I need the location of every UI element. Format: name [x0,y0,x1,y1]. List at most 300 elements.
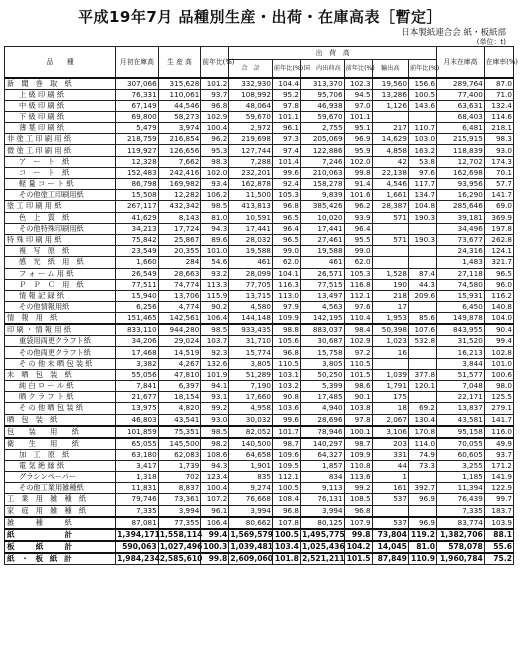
table-cell: 218,759 [116,134,159,145]
table-cell: 41,629 [116,212,159,223]
table-cell: 13,837 [437,403,485,414]
row-label: 非 塗 工 印 刷 用 紙 [5,134,116,145]
table-cell: 93.1 [201,392,229,403]
table-cell: 1,857 [300,460,344,471]
table-cell: 95.9 [344,145,372,156]
table-cell: 18,154 [158,392,201,403]
table-cell: 116.8 [344,279,372,290]
table-cell: 110,061 [158,89,201,100]
table-cell: 142,195 [300,313,344,325]
header-shipments: 出 荷 高 [229,47,437,60]
table-row [5,505,514,517]
table-cell: 34,206 [116,336,159,347]
table-cell: 50,250 [300,369,344,380]
table-cell: 70.1 [484,167,513,178]
table-row [5,529,514,541]
table-cell: 110.7 [408,123,436,134]
table-cell [408,257,436,268]
table-row [5,201,514,212]
table-cell: 90.1 [344,392,372,403]
table-cell: 64,658 [229,449,273,460]
header-export-yoy: 前年比(%) [408,60,436,78]
table-cell: 98.6 [344,381,372,392]
table-cell: 96.5 [484,268,513,279]
table-cell: 97.6 [344,302,372,313]
table-cell: 77,705 [229,279,273,290]
table-cell: 103.9 [484,517,513,529]
table-cell: 156.6 [408,78,436,90]
table-cell: 9,274 [229,483,273,494]
header-domestic: 国 内出荷高 [300,60,344,78]
table-cell: 39,181 [437,212,485,223]
table-cell: 31,520 [437,336,485,347]
table-cell: 332,930 [229,78,273,90]
table-cell: 98.5 [201,201,229,212]
table-cell: 7,335 [116,505,159,517]
table-cell: 96.8 [344,505,372,517]
table-cell [372,246,408,257]
table-row [5,246,514,257]
table-cell: 85.6 [408,313,436,325]
table-cell: 17,660 [229,392,273,403]
table-row [5,302,514,313]
table-cell: 105.3 [272,190,300,201]
table-cell: 77,511 [116,279,159,290]
table-cell: 73.3 [408,460,436,471]
table-cell: 76,131 [300,494,344,505]
table-cell: 51,289 [229,369,273,380]
table-cell: 18 [372,403,408,414]
table-cell: 141.7 [484,414,513,426]
table-cell: 46,938 [300,100,344,111]
table-cell: 267,117 [116,201,159,212]
table-cell [408,111,436,122]
table-cell: 174.3 [484,156,513,167]
table-cell: 10,591 [229,212,273,223]
table-cell [408,302,436,313]
table-cell: 76,331 [116,89,159,100]
table-cell: 48,064 [229,100,273,111]
table-cell: 15,940 [116,290,159,301]
table-cell: 99.8 [201,553,229,565]
table-cell: 26,549 [116,268,159,279]
table-cell: 3,382 [116,358,159,369]
table-row [5,392,514,403]
table-cell: 104.1 [272,268,300,279]
header-total-yoy: 前年比(%) [272,60,300,78]
table-cell: 102.0 [344,156,372,167]
table-cell: 96.8 [201,100,229,111]
table-cell: 3,844 [437,358,485,369]
table-cell: 80,662 [229,517,273,529]
table-cell: 590,063 [116,541,159,553]
table-cell: 100.5 [272,529,300,541]
table-cell: 4,820 [158,403,201,414]
table-cell: 91.4 [344,179,372,190]
table-cell: 73,677 [437,234,485,245]
table-cell: 19,588 [229,246,273,257]
table-cell: 93.9 [344,212,372,223]
table-cell: 96.8 [272,201,300,212]
table-cell: 13,497 [300,290,344,301]
table-cell: 103.7 [201,336,229,347]
table-cell: 109.6 [272,449,300,460]
table-cell: 106.2 [201,190,229,201]
table-cell: 34,496 [437,223,485,234]
table-cell: 100.4 [201,483,229,494]
table-cell: 98.7 [344,438,372,450]
table-cell: 232,201 [229,167,273,178]
table-cell: 77,515 [300,279,344,290]
table-cell: 9,113 [300,483,344,494]
row-label: その他特殊印刷用紙 [5,223,116,234]
table-row [5,290,514,301]
table-cell: 28,387 [372,201,408,212]
table-cell: 116.0 [484,426,513,438]
table-cell: 103.1 [272,369,300,380]
table-row [5,223,514,234]
table-cell: 102.9 [201,111,229,122]
table-cell: 532.8 [408,336,436,347]
table-row [5,234,514,245]
table-row [5,89,514,100]
table-cell: 3,974 [158,123,201,134]
table-cell: 83,774 [437,517,485,529]
table-cell: 87.0 [484,78,513,90]
table-cell: 571 [372,212,408,223]
table-cell: 96.9 [408,517,436,529]
table-cell: 140.8 [484,302,513,313]
table-cell: 19,588 [300,246,344,257]
table-row [5,279,514,290]
table-cell: 68,403 [437,111,485,122]
table-row [5,517,514,529]
row-label: 微 塗 工 印 刷 用 紙 [5,145,116,156]
table-cell: 69.0 [484,201,513,212]
table-cell: 97.8 [344,414,372,426]
table-cell: 76,439 [437,494,485,505]
table-cell: 96.2 [201,134,229,145]
table-row [5,167,514,178]
table-cell: 149,878 [437,313,485,325]
table-cell: 78,946 [300,426,344,438]
table-cell: 1,023 [372,336,408,347]
table-cell: 101.7 [272,426,300,438]
table-cell: 104.4 [272,78,300,90]
table-cell: 1,039,481 [230,541,274,551]
table-row [5,403,514,414]
table-cell: 80,125 [300,517,344,529]
table-cell: 175 [372,392,408,403]
table-cell: 3,994 [300,505,344,517]
table-cell: 134.7 [408,190,436,201]
row-label: グラシンペーパー [5,471,116,482]
table-cell: 29,024 [158,336,201,347]
table-cell: 12,702 [437,156,485,167]
table-cell [372,111,408,122]
table-cell: 113.0 [272,290,300,301]
table-cell: 1,791 [372,381,408,392]
table-cell: 73,361 [158,494,201,505]
table-cell: 123.4 [201,471,229,482]
row-label: 家 庭 用 雑 種 紙 [5,505,116,517]
table-cell: 171.2 [484,460,513,471]
table-cell: 99.8 [344,167,372,178]
table-cell: 93.4 [201,179,229,190]
row-label: Ｐ Ｐ Ｃ 用 紙 [5,279,116,290]
table-cell: 130.4 [408,414,436,426]
table-cell: 96.8 [272,347,300,358]
table-cell: 28,032 [229,234,273,245]
row-label: その他両更クラフト紙 [5,347,116,358]
table-cell: 537 [372,517,408,529]
table-cell: 15,774 [229,347,273,358]
table-cell: 71.0 [484,89,513,100]
table-cell: 17,724 [158,223,201,234]
row-label: 電 気 絶 縁 紙 [5,460,116,471]
table-cell: 1,660 [116,257,159,268]
table-cell: 17,441 [300,223,344,234]
row-label: 雑 種 紙 [5,517,116,529]
table-cell: 161 [372,483,408,494]
table-cell: 101.5 [344,553,372,565]
table-cell: 163.2 [408,145,436,156]
table-cell: 99.6 [272,414,300,426]
table-cell: 190.3 [408,212,436,223]
table-cell: 99.0 [344,246,372,257]
table-cell: 95.1 [344,123,372,134]
table-cell: 25,867 [158,234,201,245]
table-cell: 101.8 [272,553,300,565]
table-cell: 144,148 [229,313,273,325]
table-cell: 87,849 [372,553,408,565]
table-cell: 96.9 [408,494,436,505]
table-cell: 285,646 [437,201,485,212]
table-cell: 190.3 [408,234,436,245]
table-cell: 14,629 [372,134,408,145]
table-cell: 101.4 [272,156,300,167]
table-cell: 22,171 [437,392,485,403]
table-cell [408,347,436,358]
table-row [5,257,514,268]
row-label: 未 晒 包 装 紙 [5,369,116,380]
table-cell: 74.9 [408,449,436,460]
table-cell: 108.5 [344,494,372,505]
table-cell: 12,282 [158,190,201,201]
table-cell: 109.9 [344,449,372,460]
row-label: コ ー ト 紙 [5,167,116,178]
table-cell: 96.8 [272,505,300,517]
table-cell: 279.1 [484,403,513,414]
table-cell: 2,972 [229,123,273,134]
table-cell: 97.8 [272,100,300,111]
table-cell: 117.7 [408,179,436,190]
row-label: 情 報 用 紙 [5,313,116,325]
table-cell: 88.1 [484,529,513,541]
table-row [5,426,514,438]
table-cell: 43,541 [158,414,201,426]
table-cell: 1 [372,471,408,482]
table-cell: 218.1 [484,123,513,134]
table-cell: 107.6 [408,324,436,336]
row-label: 上 級 印 刷 紙 [5,89,116,100]
table-cell: 93.0 [201,414,229,426]
table-cell: 1,318 [116,471,159,482]
table-cell: 162,698 [437,167,485,178]
table-row [5,358,514,369]
table-row [5,190,514,201]
table-row [5,268,514,279]
table-cell: 81.0 [201,212,229,223]
row-label: 晒 ク ラ フ ト 紙 [5,392,116,403]
table-cell: 98.3 [201,156,229,167]
table-cell: 13,975 [116,403,159,414]
table-cell: 4,774 [158,302,201,313]
table-cell: 102.0 [201,167,229,178]
table-cell: 1,185 [437,471,485,482]
table-cell: 132.4 [484,100,513,111]
table-cell: 315,628 [158,78,201,90]
table-cell: 17 [372,302,408,313]
table-cell: 7,190 [229,381,273,392]
table-cell: 124.1 [484,246,513,257]
table-cell: 3,417 [116,460,159,471]
table-cell: 3,994 [158,505,201,517]
table-cell: 104.8 [408,201,436,212]
table-cell: 16 [372,347,408,358]
table-cell: 4,563 [300,302,344,313]
table-row [5,553,514,565]
table-cell: 22,138 [372,167,408,178]
table-cell: 55,056 [116,369,159,380]
table-cell: 145,500 [158,438,201,450]
row-label: 情 報 記 録 紙 [5,290,116,301]
table-cell: 86,798 [116,179,159,190]
table-cell: 44 [372,460,408,471]
table-cell: 93.2 [201,268,229,279]
table-cell: 26,571 [300,268,344,279]
table-cell: 96.5 [272,234,300,245]
table-cell: 102.3 [344,78,372,90]
table-cell: 112.1 [272,471,300,482]
table-cell: 461 [300,257,344,268]
table-cell: 28,696 [300,414,344,426]
table-row [5,460,514,471]
table-cell: 64,327 [300,449,344,460]
table-cell: 1,394,171 [117,529,160,539]
table-cell: 15,758 [300,347,344,358]
table-cell: 69,800 [116,111,159,122]
page-title: 平成19年7月 品種別生産・出荷・在庫高表［暫定］ [77,8,443,26]
row-label: 特 殊 印 刷 用 紙 [5,234,116,245]
table-cell: 833,110 [116,324,159,336]
row-label: 感 光 紙 用 紙 [5,257,116,268]
table-cell: 140,297 [300,438,344,450]
table-cell: 119,927 [116,145,159,156]
table-cell: 11,831 [116,483,159,494]
table-cell: 6,450 [437,302,485,313]
table-row [5,449,514,460]
table-cell: 578,078 [437,541,485,553]
table-cell: 73,804 [372,529,408,541]
table-cell: 158,278 [300,179,344,190]
table-cell: 116.3 [272,279,300,290]
table-cell: 108.4 [272,494,300,505]
table-row [5,347,514,358]
table-cell: 54.6 [201,257,229,268]
table-cell: 99.6 [272,167,300,178]
table-cell: 835 [229,471,273,482]
table-cell: 59,670 [300,111,344,122]
row-label: 中 級 印 刷 紙 [5,100,116,111]
table-cell [408,392,436,403]
table-row [5,381,514,392]
table-row [5,438,514,450]
table-cell: 101,859 [116,426,159,438]
table-row [5,313,514,325]
table-cell: 1,569,579 [230,529,274,539]
table-cell: 101.5 [344,369,372,380]
table-cell [408,223,436,234]
table-cell: 81.0 [408,541,436,553]
table-cell: 3,255 [437,460,485,471]
row-label: 下 級 印 刷 紙 [5,111,116,122]
table-cell: 53.8 [408,156,436,167]
table-cell: 63,180 [116,449,159,460]
table-cell: 50,398 [372,324,408,336]
table-cell: 96.1 [201,505,229,517]
table-cell: 7,246 [300,156,344,167]
table-cell [408,505,436,517]
table-cell: 94.3 [201,223,229,234]
table-cell: 4,267 [158,358,201,369]
table-cell: 27,118 [437,268,485,279]
table-cell: 289,764 [437,78,485,90]
table-cell: 141.9 [484,471,513,482]
table-cell: 4,546 [372,179,408,190]
row-label: 純 白 ロ ー ル 紙 [5,381,116,392]
table-cell: 101.9 [201,369,229,380]
table-cell: 95,158 [437,426,485,438]
table-cell: 113.3 [201,279,229,290]
row-label: 印 刷 ・ 情 報 用 紙 [5,324,116,336]
table-cell: 571 [372,234,408,245]
table-cell: 843,955 [437,324,485,336]
table-cell: 101.0 [484,358,513,369]
table-cell: 63,631 [437,100,485,111]
table-cell: 2,755 [300,123,344,134]
table-cell: 67,149 [116,100,159,111]
table-row [5,471,514,482]
table-cell: 62.0 [272,257,300,268]
table-cell: 1,558,114 [159,529,203,539]
table-cell: 109.9 [272,313,300,325]
table-cell: 98.3 [484,134,513,145]
table-row [5,336,514,347]
table-cell: 92.4 [272,179,300,190]
table-cell: 74,580 [437,279,485,290]
table-cell: 262.8 [484,234,513,245]
table-cell: 98.8 [272,324,300,336]
row-label: ア ー ト 紙 [5,156,116,167]
table-cell: 101.1 [272,111,300,122]
table-cell: 6,397 [158,381,201,392]
table-row [5,123,514,134]
table-cell [372,257,408,268]
table-cell: 209.6 [408,290,436,301]
table-cell: 100.3 [201,541,229,553]
table-cell: 100.5 [408,89,436,100]
